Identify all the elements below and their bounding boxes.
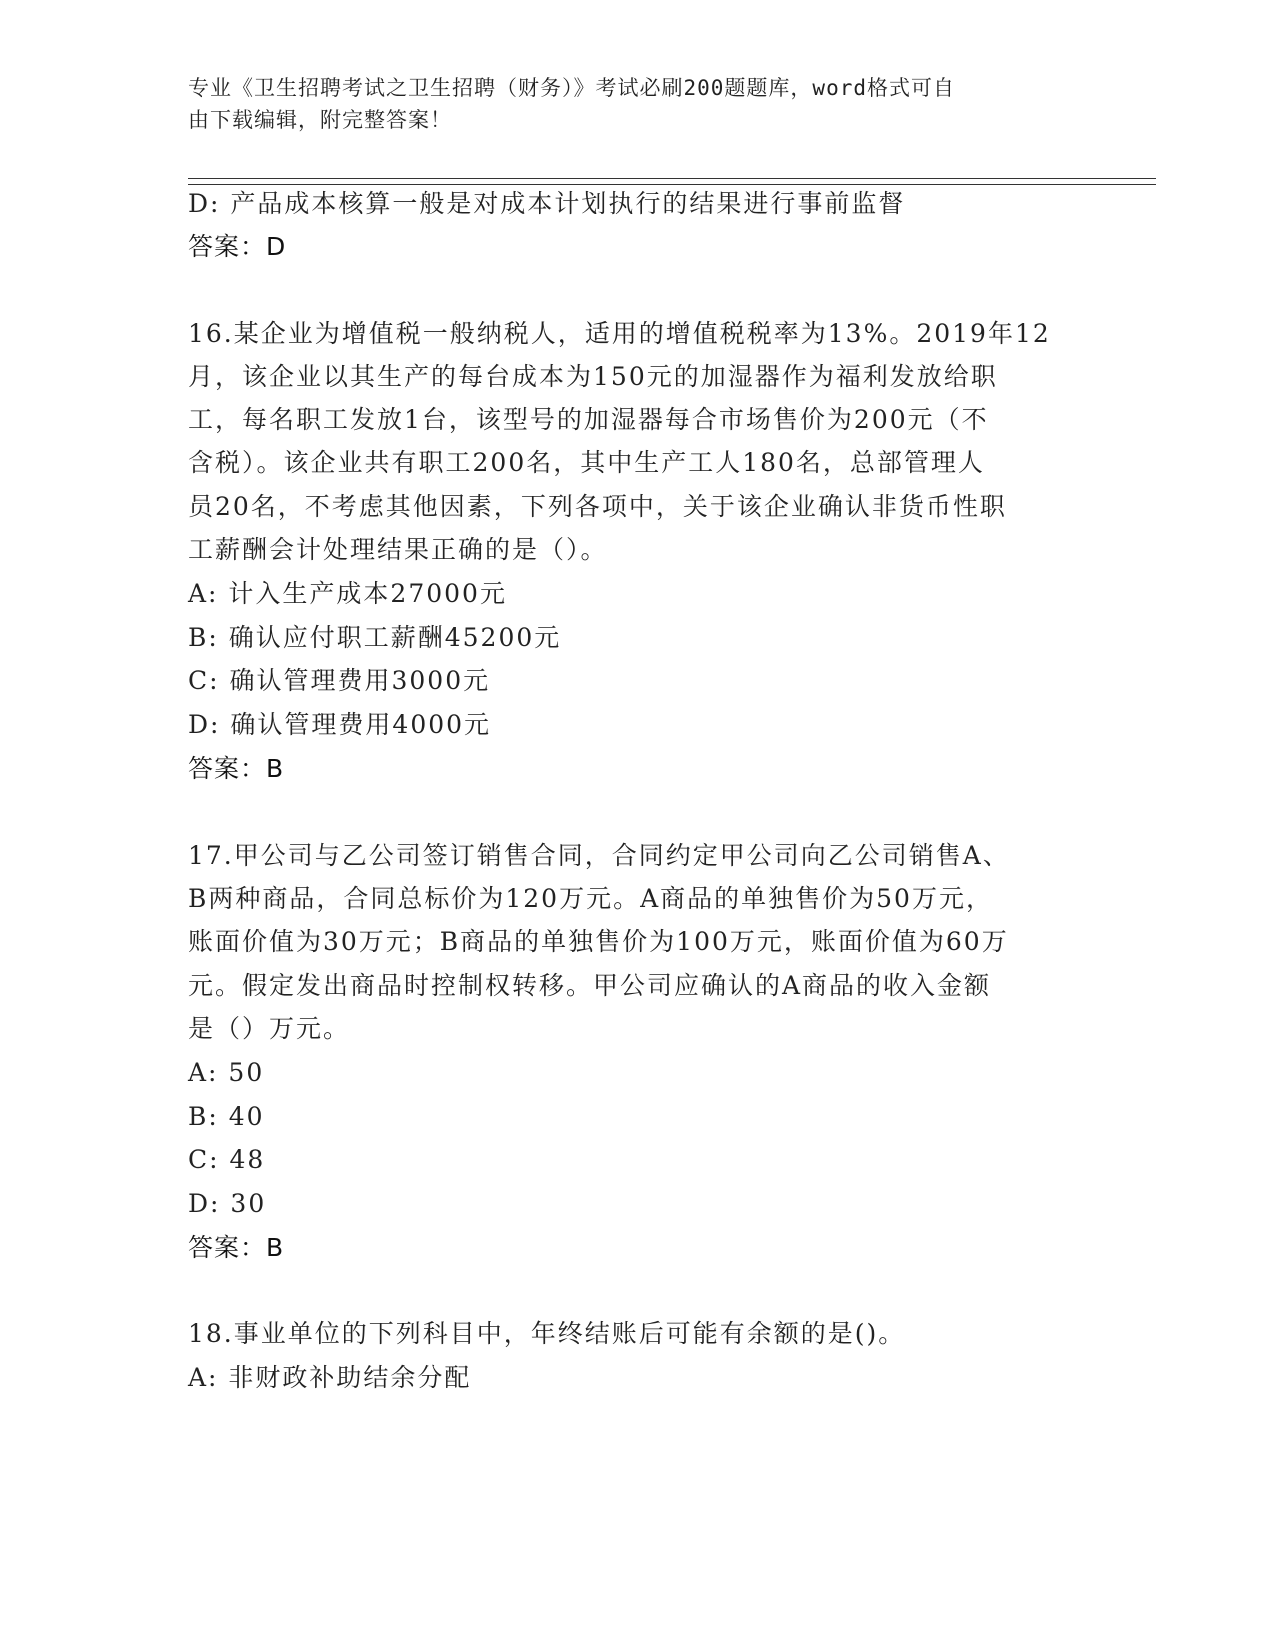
q16-option-b: B: 确认应付职工薪酬45200元 <box>188 623 562 652</box>
q16-option-d: D: 确认管理费用4000元 <box>188 710 492 739</box>
q16-stem-line-3: 工，每名职工发放1台，该型号的加湿器每合市场售价为200元（不 <box>188 405 989 434</box>
q15-option-d: D: 产品成本核算一般是对成本计划执行的结果进行事前监督 <box>188 189 906 218</box>
q16-option-a: A: 计入生产成本27000元 <box>188 579 507 608</box>
header-line-1: 专业《卫生招聘考试之卫生招聘（财务）》考试必刷200题题库，word格式可自 <box>188 76 955 100</box>
q16-stem-line-5: 员20名，不考虑其他因素，下列各项中，关于该企业确认非货币性职 <box>188 492 1007 521</box>
q16-stem-line-2: 月，该企业以其生产的每台成本为150元的加湿器作为福利发放给职 <box>188 362 998 391</box>
q16-stem-line-6: 工薪酬会计处理结果正确的是（）。 <box>188 535 608 564</box>
q17-stem-line-4: 元。假定发出商品时控制权转移。甲公司应确认的A商品的收入金额 <box>188 971 992 1000</box>
q15-answer: 答案：D <box>188 232 287 261</box>
q16-stem-line-1: 16.某企业为增值税一般纳税人，适用的增值税税率为13%。2019年12 <box>188 319 1051 348</box>
q17-answer: 答案：B <box>188 1233 285 1262</box>
header-rule-top <box>188 178 1156 179</box>
q17-stem-line-1: 17.甲公司与乙公司签订销售合同，合同约定甲公司向乙公司销售A、 <box>188 841 1010 870</box>
q17-stem-line-5: 是（）万元。 <box>188 1014 351 1043</box>
q18-stem-line-1: 18.事业单位的下列科目中，年终结账后可能有余额的是()。 <box>188 1319 906 1348</box>
q16-stem-line-4: 含税）。该企业共有职工200名，其中生产工人180名，总部管理人 <box>188 448 985 477</box>
q17-stem-line-3: 账面价值为30万元；B商品的单独售价为100万元，账面价值为60万 <box>188 927 1009 956</box>
q17-option-b: B: 40 <box>188 1102 265 1131</box>
q17-stem-line-2: B两种商品，合同总标价为120万元。A商品的单独售价为50万元， <box>188 884 993 913</box>
q16-option-c: C: 确认管理费用3000元 <box>188 666 491 695</box>
q16-answer: 答案：B <box>188 754 285 783</box>
q18-option-a: A: 非财政补助结余分配 <box>188 1363 472 1392</box>
q17-option-c: C: 48 <box>188 1145 266 1174</box>
q17-option-a: A: 50 <box>188 1058 265 1087</box>
header-note <box>188 72 1068 136</box>
q17-option-d: D: 30 <box>188 1189 267 1218</box>
header-line-2: 由下载编辑，附完整答案！ <box>188 108 452 132</box>
